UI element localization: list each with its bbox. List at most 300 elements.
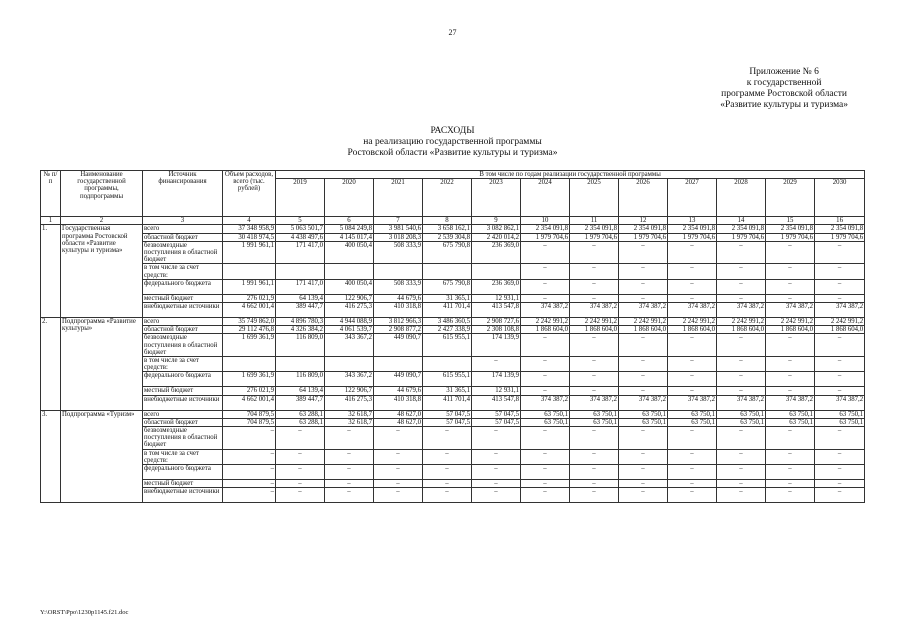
year-value: 374 387,2 <box>570 303 619 318</box>
year-value: 449 090,7 <box>374 372 423 387</box>
year-value: – <box>668 357 717 372</box>
year-value: – <box>374 449 423 464</box>
year-value: – <box>619 357 668 372</box>
column-index: 7 <box>374 217 423 225</box>
year-value: 389 447,7 <box>276 303 325 318</box>
year-value: – <box>521 480 570 488</box>
year-value: – <box>619 480 668 488</box>
year-value: 57 047,5 <box>423 418 472 426</box>
funding-source: областной бюджет <box>143 418 223 426</box>
column-index: 9 <box>472 217 521 225</box>
year-value: 116 809,0 <box>276 372 325 387</box>
year-value: – <box>521 357 570 372</box>
table-row <box>41 465 865 480</box>
total-value: 30 418 974,5 <box>223 233 276 241</box>
year-value: – <box>521 465 570 480</box>
year-value: 44 679,6 <box>374 387 423 395</box>
year-value: 374 387,2 <box>717 395 766 410</box>
year-value: 3 658 162,1 <box>423 225 472 233</box>
funding-source: всего <box>143 318 223 326</box>
year-value: 400 050,4 <box>325 279 374 294</box>
header-years-group: В том числе по годам реализации государственной программы <box>276 171 865 179</box>
table-row <box>41 303 865 318</box>
year-value: 122 906,7 <box>325 294 374 302</box>
year-value: 1 979 704,6 <box>521 233 570 241</box>
year-value: – <box>717 334 766 357</box>
year-value: 3 018 208,3 <box>374 233 423 241</box>
program-name: Государственная программа Ростовской области «Развитие культуры и туризма» <box>61 225 143 318</box>
year-value: 1 979 704,6 <box>619 233 668 241</box>
year-value: – <box>766 480 815 488</box>
total-value: 1 991 961,1 <box>223 241 276 264</box>
year-value: – <box>570 334 619 357</box>
year-value: 63 750,1 <box>815 418 865 426</box>
year-value: – <box>619 279 668 294</box>
year-value: – <box>325 427 374 450</box>
year-value: 2 242 991,2 <box>521 318 570 326</box>
year-value: – <box>521 264 570 279</box>
table-row <box>41 233 865 241</box>
year-value: 63 750,1 <box>570 410 619 418</box>
header-source: Источник финансирования <box>143 171 223 217</box>
table-row <box>41 410 865 418</box>
year-value <box>374 264 423 279</box>
header-year: 2024 <box>521 179 570 217</box>
year-value <box>276 357 325 372</box>
year-value: 3 082 862,1 <box>472 225 521 233</box>
year-value: 2 242 991,2 <box>570 318 619 326</box>
year-value: 2 354 091,8 <box>521 225 570 233</box>
column-index: 15 <box>766 217 815 225</box>
year-value: – <box>766 387 815 395</box>
column-index: 10 <box>521 217 570 225</box>
year-value: – <box>717 279 766 294</box>
year-value: – <box>472 465 521 480</box>
year-value: – <box>668 279 717 294</box>
year-value: – <box>668 294 717 302</box>
year-value: 343 367,2 <box>325 372 374 387</box>
year-value: 2 242 991,2 <box>766 318 815 326</box>
year-value: 3 812 966,3 <box>374 318 423 326</box>
year-value <box>325 357 374 372</box>
year-value: 31 365,1 <box>423 294 472 302</box>
year-value: 44 679,6 <box>374 294 423 302</box>
year-value: 48 627,0 <box>374 418 423 426</box>
total-value <box>223 357 276 372</box>
year-value: – <box>374 427 423 450</box>
year-value: 1 868 604,0 <box>521 326 570 334</box>
year-value: 1 868 604,0 <box>668 326 717 334</box>
year-value: – <box>815 387 865 395</box>
funding-source: федерального бюджета <box>143 279 223 294</box>
year-value: – <box>374 465 423 480</box>
year-value: 2 242 991,2 <box>668 318 717 326</box>
year-value: – <box>276 480 325 488</box>
year-value: 63 750,1 <box>815 410 865 418</box>
year-value: 1 868 604,0 <box>570 326 619 334</box>
year-value: 63 288,1 <box>276 418 325 426</box>
year-value: – <box>570 241 619 264</box>
column-index: 5 <box>276 217 325 225</box>
year-value: – <box>668 334 717 357</box>
year-value: – <box>619 465 668 480</box>
year-value: 32 618,7 <box>325 418 374 426</box>
year-value <box>276 264 325 279</box>
year-value: – <box>423 465 472 480</box>
title-line: РАСХОДЫ <box>430 126 475 136</box>
year-value: – <box>766 465 815 480</box>
year-value: 32 618,7 <box>325 410 374 418</box>
total-value: – <box>223 480 276 488</box>
year-value: – <box>717 372 766 387</box>
appendix-line: к государственной <box>746 78 822 88</box>
year-value: – <box>423 427 472 450</box>
year-value: – <box>766 264 815 279</box>
appendix-heading <box>720 67 848 111</box>
table-row <box>41 395 865 410</box>
year-value: – <box>276 449 325 464</box>
title-line: Ростовской области «Развитие культуры и туризма» <box>347 148 558 158</box>
header-num: № п/п <box>41 171 61 217</box>
year-value: 615 955,1 <box>423 334 472 357</box>
total-value: – <box>223 488 276 503</box>
year-value: 236 369,0 <box>472 279 521 294</box>
year-value: – <box>815 480 865 488</box>
total-value: 1 699 361,9 <box>223 334 276 357</box>
year-value: 2 539 304,8 <box>423 233 472 241</box>
year-value: 343 367,2 <box>325 334 374 357</box>
total-value: 4 662 001,4 <box>223 395 276 410</box>
funding-source: всего <box>143 225 223 233</box>
table-body <box>41 225 865 503</box>
year-value: 374 387,2 <box>815 303 865 318</box>
year-value: 2 354 091,8 <box>815 225 865 233</box>
funding-source: безвозмездные поступления в областной бюджет <box>143 427 223 450</box>
year-value: – <box>521 294 570 302</box>
year-value <box>472 264 521 279</box>
year-value: – <box>570 480 619 488</box>
total-value <box>223 264 276 279</box>
year-value: – <box>521 449 570 464</box>
year-value: – <box>325 449 374 464</box>
column-index: 13 <box>668 217 717 225</box>
year-value: 63 750,1 <box>668 410 717 418</box>
year-value: 63 750,1 <box>521 410 570 418</box>
year-value: – <box>570 488 619 503</box>
year-value <box>325 264 374 279</box>
year-value: 4 438 497,6 <box>276 233 325 241</box>
total-value: 1 991 961,1 <box>223 279 276 294</box>
funding-source: безвозмездные поступления в областной бюджет <box>143 334 223 357</box>
year-value: – <box>668 480 717 488</box>
year-value: – <box>374 488 423 503</box>
index-row <box>41 217 865 225</box>
total-value: 1 699 361,9 <box>223 372 276 387</box>
table-row <box>41 372 865 387</box>
year-value: 2 308 108,8 <box>472 326 521 334</box>
title-line: на реализацию государственной программы <box>363 137 542 147</box>
year-value: – <box>815 372 865 387</box>
year-value: – <box>521 334 570 357</box>
year-value: 236 369,0 <box>472 241 521 264</box>
year-value: 12 931,1 <box>472 387 521 395</box>
year-value: 63 750,1 <box>619 410 668 418</box>
year-value: – <box>717 357 766 372</box>
table-row <box>41 427 865 450</box>
year-value: 1 979 704,6 <box>668 233 717 241</box>
column-index: 14 <box>717 217 766 225</box>
column-index: 1 <box>41 217 61 225</box>
year-value: 63 750,1 <box>668 418 717 426</box>
year-value: 374 387,2 <box>570 395 619 410</box>
year-value: 4 326 384,2 <box>276 326 325 334</box>
year-value: 5 084 249,8 <box>325 225 374 233</box>
total-value: 35 749 862,0 <box>223 318 276 326</box>
year-value: – <box>815 294 865 302</box>
header-row <box>41 171 865 179</box>
year-value: 675 790,8 <box>423 279 472 294</box>
year-value <box>374 357 423 372</box>
year-value: – <box>766 488 815 503</box>
year-value: – <box>815 488 865 503</box>
year-value: – <box>325 488 374 503</box>
year-value: 48 627,0 <box>374 410 423 418</box>
year-value: – <box>570 427 619 450</box>
year-value: – <box>521 241 570 264</box>
year-value: 3 486 360,5 <box>423 318 472 326</box>
table-row <box>41 387 865 395</box>
year-value: 416 275,3 <box>325 395 374 410</box>
year-value: – <box>521 387 570 395</box>
year-value: – <box>717 264 766 279</box>
year-value <box>423 264 472 279</box>
year-value: – <box>766 241 815 264</box>
year-value: – <box>717 480 766 488</box>
column-index: 12 <box>619 217 668 225</box>
header-year: 2028 <box>717 179 766 217</box>
funding-source: внебюджетные источники <box>143 395 223 410</box>
year-value: – <box>325 465 374 480</box>
total-value: – <box>223 449 276 464</box>
year-value: – <box>619 241 668 264</box>
total-value: 4 662 001,4 <box>223 303 276 318</box>
funding-source: местный бюджет <box>143 387 223 395</box>
year-value: 1 868 604,0 <box>766 326 815 334</box>
year-value: – <box>472 427 521 450</box>
funding-source: всего <box>143 410 223 418</box>
program-name: Подпрограмма «Туризм» <box>61 410 143 503</box>
column-index: 11 <box>570 217 619 225</box>
table-row <box>41 326 865 334</box>
year-value: 116 809,0 <box>276 334 325 357</box>
funding-source: внебюджетные источники <box>143 488 223 503</box>
header-year: 2025 <box>570 179 619 217</box>
year-value: – <box>570 264 619 279</box>
year-value: – <box>668 427 717 450</box>
year-value: – <box>619 264 668 279</box>
year-value: 63 750,1 <box>717 410 766 418</box>
total-value: 276 021,9 <box>223 387 276 395</box>
year-value: 171 417,0 <box>276 241 325 264</box>
year-value: 2 908 727,6 <box>472 318 521 326</box>
funding-source: федерального бюджета <box>143 465 223 480</box>
table-row <box>41 449 865 464</box>
year-value: – <box>619 294 668 302</box>
year-value: 374 387,2 <box>619 395 668 410</box>
year-value: 4 944 088,9 <box>325 318 374 326</box>
table-row <box>41 480 865 488</box>
year-value: 411 701,4 <box>423 303 472 318</box>
total-value: 276 021,9 <box>223 294 276 302</box>
year-value: – <box>423 449 472 464</box>
funding-source: в том числе за счет средств: <box>143 264 223 279</box>
year-value: 174 139,9 <box>472 372 521 387</box>
table-row <box>41 334 865 357</box>
year-value: 374 387,2 <box>766 395 815 410</box>
table-row <box>41 318 865 326</box>
year-value: – <box>472 449 521 464</box>
year-value: 2 242 991,2 <box>815 318 865 326</box>
year-value: – <box>521 279 570 294</box>
year-value: – <box>766 357 815 372</box>
year-value: 374 387,2 <box>521 303 570 318</box>
funding-source: федерального бюджета <box>143 372 223 387</box>
year-value: – <box>570 372 619 387</box>
table-row <box>41 241 865 264</box>
year-value: – <box>815 465 865 480</box>
year-value: – <box>570 357 619 372</box>
header-year: 2030 <box>815 179 865 217</box>
year-value: 410 318,8 <box>374 395 423 410</box>
appendix-line: «Развитие культуры и туризма» <box>720 100 848 110</box>
header-year: 2029 <box>766 179 815 217</box>
table-row <box>41 488 865 503</box>
year-value: – <box>570 449 619 464</box>
header-year: 2022 <box>423 179 472 217</box>
year-value: – <box>815 427 865 450</box>
year-value: 374 387,2 <box>668 395 717 410</box>
year-value: 675 790,8 <box>423 241 472 264</box>
year-value: 2 242 991,2 <box>717 318 766 326</box>
year-value: 411 701,4 <box>423 395 472 410</box>
year-value: 2 427 338,9 <box>423 326 472 334</box>
year-value: 416 275,3 <box>325 303 374 318</box>
funding-source: областной бюджет <box>143 326 223 334</box>
year-value: 63 750,1 <box>521 418 570 426</box>
table-row <box>41 357 865 372</box>
year-value: – <box>815 357 865 372</box>
year-value: 508 333,9 <box>374 279 423 294</box>
year-value: 2 242 991,2 <box>619 318 668 326</box>
column-index: 4 <box>223 217 276 225</box>
total-value: 704 879,5 <box>223 418 276 426</box>
year-value: – <box>815 279 865 294</box>
year-value: 57 047,5 <box>423 410 472 418</box>
year-value: – <box>668 372 717 387</box>
year-value: – <box>717 241 766 264</box>
year-value: 4 896 780,3 <box>276 318 325 326</box>
year-value: 2 354 091,8 <box>766 225 815 233</box>
funding-source: в том числе за счет средств: <box>143 357 223 372</box>
year-value: – <box>766 372 815 387</box>
year-value: – <box>717 465 766 480</box>
program-name: Подпрограмма «Развитие культуры» <box>61 318 143 411</box>
table-header <box>41 171 865 225</box>
year-value: – <box>766 449 815 464</box>
column-index: 3 <box>143 217 223 225</box>
year-value: 2 354 091,8 <box>668 225 717 233</box>
year-value: – <box>423 488 472 503</box>
year-value: – <box>619 427 668 450</box>
year-value: – <box>276 488 325 503</box>
year-value: 171 417,0 <box>276 279 325 294</box>
year-value: 63 750,1 <box>766 418 815 426</box>
year-value: 57 047,5 <box>472 418 521 426</box>
year-value: – <box>570 294 619 302</box>
year-value: – <box>570 465 619 480</box>
file-path: Y:\ORST\Ppo\1230p1145.f21.doc <box>40 609 129 616</box>
header-year: 2023 <box>472 179 521 217</box>
year-value: 2 354 091,8 <box>717 225 766 233</box>
year-value: 413 547,8 <box>472 303 521 318</box>
year-value: 2 354 091,8 <box>570 225 619 233</box>
year-value: – <box>815 264 865 279</box>
year-value: – <box>668 264 717 279</box>
total-value: 29 112 476,8 <box>223 326 276 334</box>
year-value: 374 387,2 <box>521 395 570 410</box>
year-value: 63 750,1 <box>717 418 766 426</box>
year-value: – <box>570 387 619 395</box>
year-value: 615 955,1 <box>423 372 472 387</box>
year-value: – <box>619 387 668 395</box>
year-value: 1 868 604,0 <box>815 326 865 334</box>
year-value: 4 061 539,7 <box>325 326 374 334</box>
table-row <box>41 225 865 233</box>
year-value: – <box>815 449 865 464</box>
year-value: – <box>717 449 766 464</box>
year-value <box>423 357 472 372</box>
year-value: 5 063 501,7 <box>276 225 325 233</box>
header-year: 2019 <box>276 179 325 217</box>
year-value: – <box>717 488 766 503</box>
year-value: 449 090,7 <box>374 334 423 357</box>
header-year: 2026 <box>619 179 668 217</box>
year-value: – <box>766 427 815 450</box>
year-value: – <box>766 334 815 357</box>
year-value: 374 387,2 <box>668 303 717 318</box>
header-year: 2027 <box>668 179 717 217</box>
year-value: – <box>472 488 521 503</box>
year-value: – <box>276 465 325 480</box>
header-name: Наименование государственной программы, подпрограммы <box>61 171 143 217</box>
year-value: – <box>325 480 374 488</box>
appendix-line: программе Ростовской области <box>721 89 848 99</box>
year-value: 57 047,5 <box>472 410 521 418</box>
year-value: 389 447,7 <box>276 395 325 410</box>
year-value: – <box>668 449 717 464</box>
table-row <box>41 264 865 279</box>
column-index: 6 <box>325 217 374 225</box>
year-value: 400 050,4 <box>325 241 374 264</box>
year-value: – <box>619 449 668 464</box>
year-value: 413 547,8 <box>472 395 521 410</box>
total-value: 37 348 958,9 <box>223 225 276 233</box>
year-value: 63 288,1 <box>276 410 325 418</box>
column-index: 16 <box>815 217 865 225</box>
column-index: 8 <box>423 217 472 225</box>
page-number: 27 <box>448 28 457 37</box>
row-number: 2. <box>41 318 61 411</box>
